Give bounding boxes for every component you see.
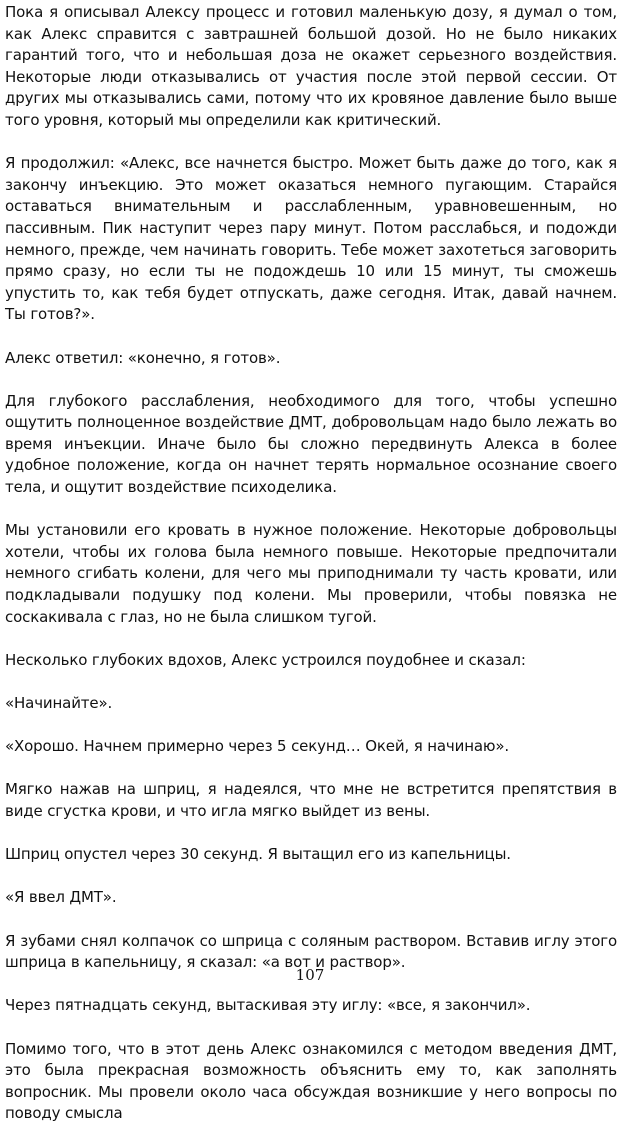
paragraph-8: «Хорошо. Начнем примерно через 5 секунд… Окей, я начинаю».	[5, 737, 510, 756]
paragraph-14: Помимо того, что в этот день Алекс ознакомился с методом введения ДМТ, это была прекрасная возможность объяснить ему то, как заполнять вопросник. Мы провели около часа обсуждая возникшие у него вопросы по поводу смысла	[5, 1039, 617, 1123]
paragraph-5: Мы установили его кровать в нужное положение. Некоторые добровольцы хотели, чтобы их голова была немного повыше. Некоторые предпочитали немного сгибать колени, для чего мы приподнимали ту часть кровати, или подкладывали подушку под колени. Мы проверили, чтобы повязка не соскакивала с глаз, но не была слишком тугой.	[5, 521, 617, 626]
paragraph-4: Для глубокого расслабления, необходимого для того, чтобы успешно ощутить полноценное воздействие ДМТ, добровольцам надо было лежать во время инъекции. Иначе было бы сложно передвинуть Алекса в более удобное положение, когда он начнет терять нормальное осознание своего тела, и ощутит воздействие психоделика.	[5, 391, 617, 497]
page-number: 107	[295, 966, 325, 984]
paragraph-13: Через пятнадцать секунд, вытаскивая эту иглу: «все, я закончил».	[5, 996, 531, 1015]
paragraph-9: Мягко нажав на шприц, я надеялся, что мне не встретится препятствия в виде сгустка крови, и что игла мягко выйдет из вены.	[5, 780, 617, 820]
paragraph-2: Я продолжил: «Алекс, все начнется быстро. Может быть даже до того, как я закончу инъекцию. Это может оказаться немного пугающим. Старайся оставаться внимательным и расслабленным, уравновешенным, но пассивным. Пик наступит через пару минут. Потом расслабься, и подожди немного, прежде, чем начинать говорить. Тебе может захотеться заговорить прямо сразу, но если ты не подождешь 10 или 15 минут, ты сможешь упустить то, как тебя будет отпускать, даже сегодня. Итак, давай начнем. Ты готов?».	[5, 154, 617, 324]
paragraph-10: Шприц опустел через 30 секунд. Я вытащил его из капельницы.	[5, 845, 511, 864]
paragraph-3: Алекс ответил: «конечно, я готов».	[5, 348, 281, 367]
paragraph-7: «Начинайте».	[5, 694, 113, 712]
paragraph-12: Я зубами снял колпачок со шприца с соляным раствором. Вставив иглу этого шприца в капельницу, я сказал: «а вот и раствор».	[5, 931, 617, 972]
paragraph-1: Пока я описывал Алексу процесс и готовил маленькую дозу, я думал о том, как Алекс справится с завтрашней большой дозой. Но не было никаких гарантий того, что и небольшая доза не окажет серьезного воздействия. Некоторые люди отказывались от участия после этой первой сессии. От других мы отказывались сами, потому что их кровяное давление было выше того уровня, который мы определили как критический.	[5, 3, 617, 129]
paragraph-11: «Я ввел ДМТ».	[5, 888, 117, 907]
paragraph-6: Несколько глубоких вдохов, Алекс устроился поудобнее и сказал:	[5, 650, 526, 669]
